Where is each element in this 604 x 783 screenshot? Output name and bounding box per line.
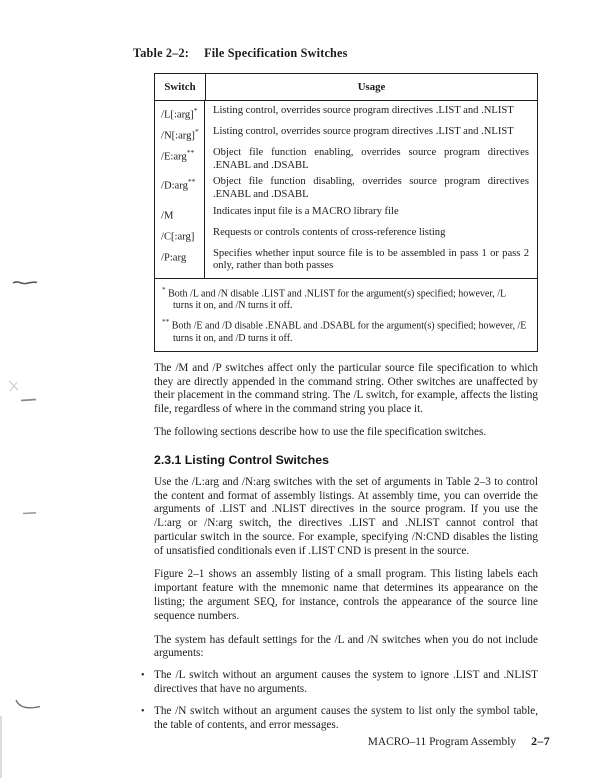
switch-cell: /N[:arg]* [155,124,205,145]
bullet-icon: • [141,670,145,682]
usage-cell: Object file function disabling, overrides source program directives .ENABL and .DSABL [213,176,529,201]
table-row [155,204,537,225]
table-row [155,124,537,145]
section-heading: 2.3.1 Listing Control Switches [154,452,329,467]
paragraph: The system has default settings for the /L and /N switches when you do not include arguments: [154,633,538,660]
switch-cell: /L[:arg]* [155,101,205,124]
switch-cell: /E:arg** [155,145,205,174]
table-row [155,246,537,278]
table-row [155,145,537,174]
switch-cell: /D:arg** [155,174,205,203]
paragraph: The /M and /P switches affect only the particular source file specification to which they are directly appended in the command string. Other switches are unaffected by their placement in the command string. The /L switch, for example, affects the listing file, regardless of where in the command string you place it. [154,361,538,416]
table-title [133,46,538,61]
column-header-switch: Switch [155,74,206,100]
bullet-text: The /N switch without an argument causes the system to list only the symbol table, the table of contents, and error messages. [154,704,538,731]
switch-cell: /P:arg [155,246,205,278]
usage-cell: Listing control, overrides source program directives .LIST and .NLIST [213,126,514,138]
table-row [155,101,537,124]
bullet-item [141,669,538,697]
usage-cell: Listing control, overrides source program directives .LIST and .NLIST [213,105,514,116]
paragraph: Use the /L:arg and /N:arg switches with the set of arguments in Table 2–3 to control the content and format of assembly listings. At assembly time, you can override the arguments of .LIST and .NLIST directives in the source program. If you use the /L:arg or /N:arg switch, the directives .LIST and .NLIST cannot control that particular switch in the source. For example, specifying /N:CND disables the listing of unsatisfied conditionals even if .LIST CND is present in the source. [154,475,538,557]
margin-scan-mark [12,278,38,287]
paragraph: Figure 2–1 shows an assembly listing of a small program. This listing labels each important feature with the mnemonic name that determines its appearance on the listing; the argument SEQ, for instance, controls the appearance of the source line sequence numbers. [154,568,538,622]
table-number: Table 2–2: [133,46,190,60]
switch-cell: /C[:arg] [155,225,205,246]
margin-scan-mark [15,697,42,712]
footnote-text: Both /E and /D disable .ENABL and .DSABL for the argument(s) specified; however, /E turns it on, and /D turns it off. [171,320,527,344]
footnote-marker: ** [162,318,170,327]
table-footnotes [155,278,537,351]
switch-cell: /M [155,204,205,225]
usage-cell: Requests or controls contents of cross-reference listing [213,226,446,238]
footnote [162,284,528,312]
usage-cell: Indicates input file is a MACRO library file [213,205,399,217]
column-header-usage: Usage [357,81,386,93]
bullet-item [141,705,538,733]
bullet-text: The /L switch without an argument causes the system to ignore .LIST and .NLIST directives that have no arguments. [154,669,538,696]
footnote-marker: * [162,286,166,295]
page-footer [154,734,550,749]
page-number: 2–7 [531,734,550,748]
margin-scan-mark [22,510,38,516]
file-specification-switches-table [154,73,538,352]
usage-cell: Object file function enabling, overrides source program directives .ENABL and .DSABL [213,147,529,171]
bullet-icon: • [141,705,145,717]
margin-scan-mark [20,397,38,403]
table-row [155,174,537,203]
scan-edge-line [0,716,2,778]
footnote-text: Both /L and /N disable .LIST and .NLIST for the argument(s) specified; however, /L turns it on, and /N turns it off. [168,288,506,312]
footnote [162,316,528,344]
table-header-row [155,74,537,101]
usage-cell: Specifies whether input source file is to be assembled in pass 1 or pass 2 only, rather than both passes [213,247,529,272]
table-caption: File Specification Switches [204,46,348,60]
paragraph: The following sections describe how to use the file specification switches. [154,425,487,438]
margin-scan-mark [6,379,22,393]
table-row [155,225,537,246]
footer-title: MACRO–11 Program Assembly [367,736,517,748]
